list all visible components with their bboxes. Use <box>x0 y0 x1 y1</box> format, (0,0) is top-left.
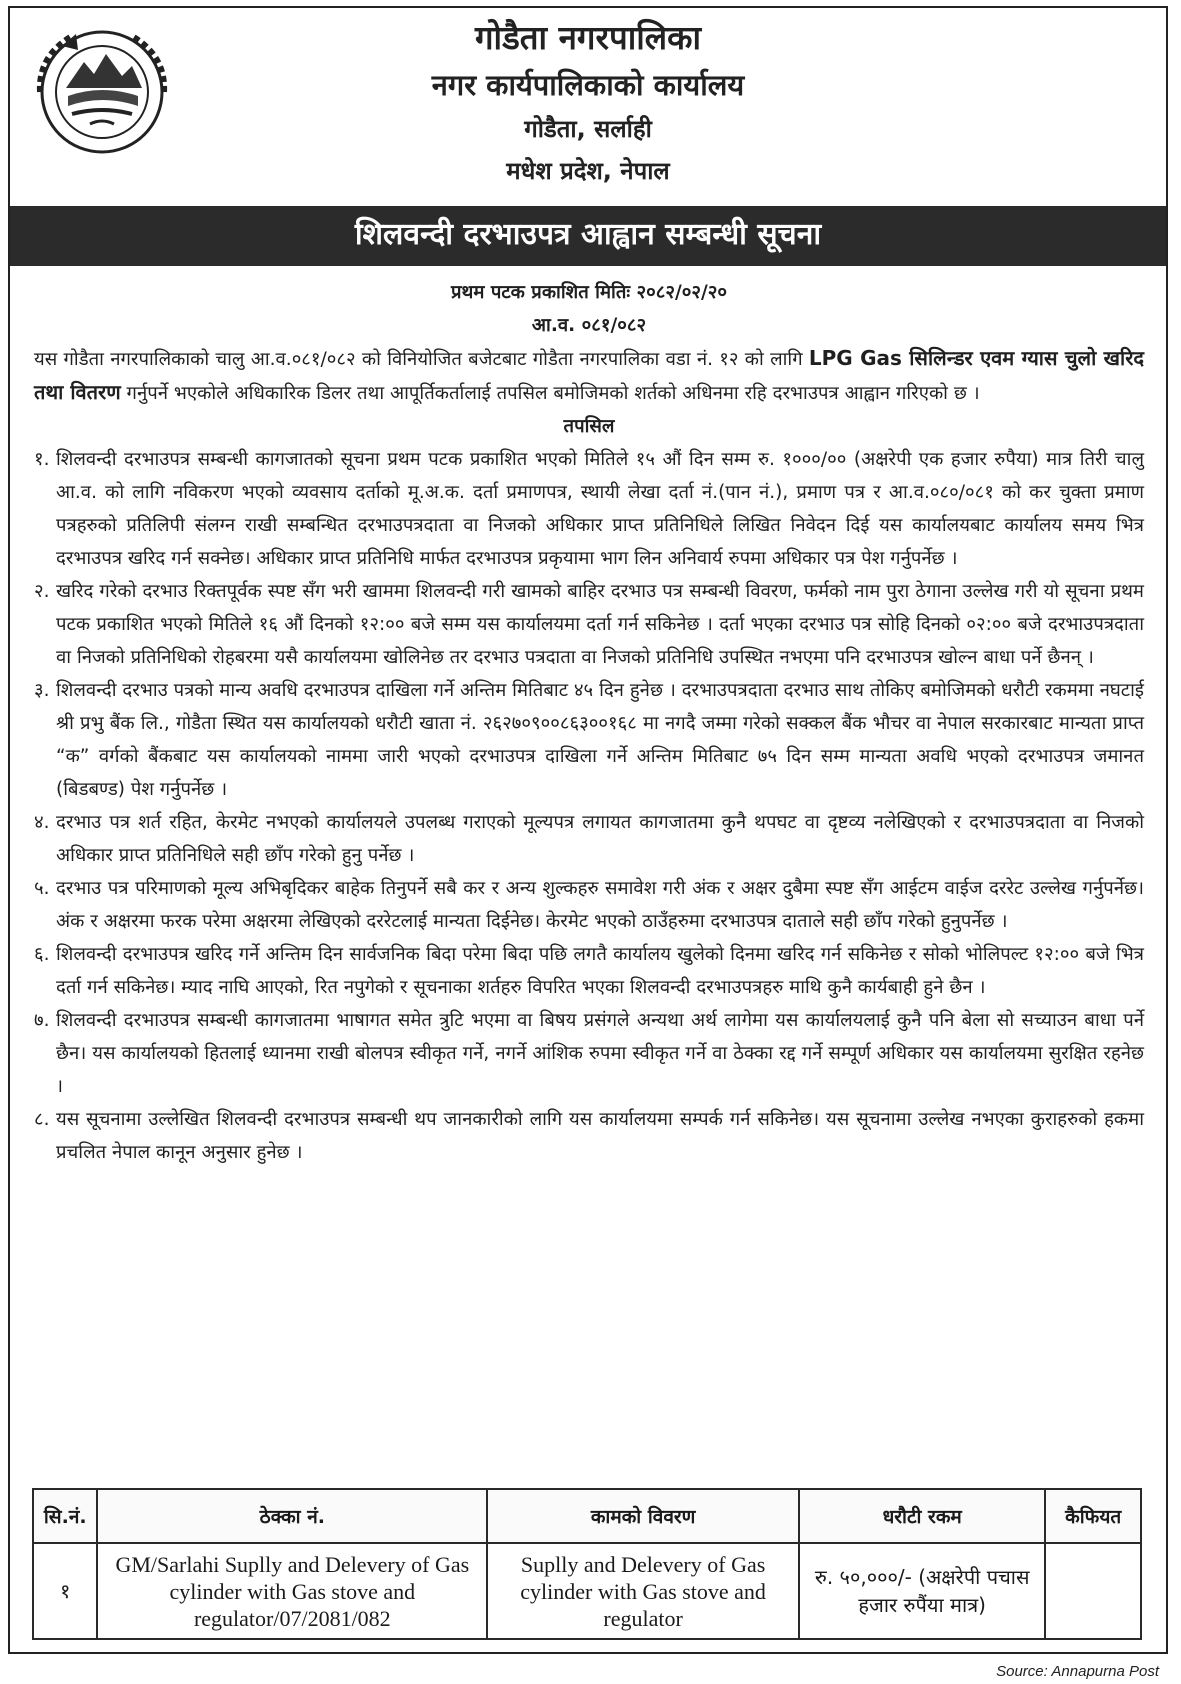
condition-number: ६. <box>34 944 50 965</box>
condition-item <box>34 1103 1144 1169</box>
condition-text: यस सूचनामा उल्लेखित शिलवन्दी दरभाउपत्र सम्बन्धी थप जानकारीको लागि यस कार्यालयमा सम्पर्क गर्न सकिनेछ। यस सूचनामा उल्लेख नभएका कुराहरुको हकमा प्रचलित नेपाल कानून अनुसार हुनेछ । <box>56 1109 1144 1163</box>
office-name: नगर कार्यपालिकाको कार्यालय <box>431 68 745 102</box>
condition-item <box>34 806 1144 872</box>
condition-text: शिलवन्दी दरभाउ पत्रको मान्य अवधि दरभाउपत्र दाखिला गर्ने अन्तिम मितिबाट ४५ दिन हुनेछ । दरभाउपत्रदाता दरभाउ साथ तोकिए बमोजिमको धरौटी रकममा नघटाई श्री प्रभु बैंक लि., गोडैता स्थित यस कार्यालयको धरौटी खाता नं. २६२७०९००८६३००१६८ मा नगदै जम्मा गरेको सक्कल बैंक भौचर वा नेपाल सरकारबाट मान्यता प्राप्त “क” वर्गको बैंकबाट यस कार्यालयको नाममा जारी भएको दरभाउपत्र दाखिला गर्ने अन्तिम मितिबाट ७५ दिन सम्म मान्यता अवधि भएको दरभाउपत्र जमानत (बिडबण्ड) पेश गर्नुपर्नेछ । <box>56 680 1144 800</box>
condition-number: ४. <box>34 812 50 833</box>
intro-paragraph <box>34 342 1144 410</box>
intro-bold-item: LPG Gas सिलिन्डर एवम ग्यास चुलो खरिद तथा वितरण <box>34 346 1144 404</box>
col-header-description: कामको विवरण <box>487 1489 799 1543</box>
cell-sn: १ <box>33 1543 97 1639</box>
tender-table <box>32 1488 1142 1640</box>
condition-text: दरभाउ पत्र परिमाणको मूल्य अभिबृदिकर बाहेक तिनुपर्ने सबै कर र अन्य शुल्कहरु समावेश गरी अंक र अक्षर दुबैमा स्पष्ट सँग आईटम वाईज दररेट उल्लेख गर्नुपर्नेछ। अंक र अक्षरमा फरक परेमा अक्षरमा लेखिएको दररेटलाई मान्यता दिईनेछ। केरमेट भएको ठाउँहरुमा दरभाउपत्र दाताले सही छाँप गरेको हुनुपर्नेछ । <box>56 878 1144 932</box>
condition-number: ७. <box>34 1010 50 1031</box>
province-country: मधेश प्रदेश, नेपाल <box>506 157 670 185</box>
condition-number: १. <box>34 449 50 470</box>
condition-number: ३. <box>34 680 50 701</box>
condition-item <box>34 575 1144 674</box>
condition-text: दरभाउ पत्र शर्त रहित, केरमेट नभएको कार्यालयले उपलब्ध गराएको मूल्यपत्र लगायत कागजातमा कुनै थपघट वा दृष्टव्य नलेखिएको र दरभाउपत्रदाता वा निजको अधिकार प्राप्त प्रतिनिधिले सही छाँप गरेको हुनु पर्नेछ । <box>56 812 1144 866</box>
condition-item <box>34 674 1144 806</box>
office-header <box>10 8 1166 206</box>
cell-description: Suplly and Delevery of Gas cylinder with Gas stove and regulator <box>487 1543 799 1639</box>
col-header-sn: सि.नं. <box>33 1489 97 1543</box>
condition-text: शिलवन्दी दरभाउपत्र सम्बन्धी कागजातमा भाषागत समेत त्रुटि भएमा वा बिषय प्रसंगले अन्यथा अर्थ लागेमा यस कार्यालयलाई कुनै पनि बेला सो सच्याउन बाधा पर्ने छैन। यस कार्यालयको हितलाई ध्यानमा राखी बोलपत्र स्वीकृत गर्ने, नगर्ने आंशिक रुपमा स्वीकृत गर्ने वा ठेक्का रद्द गर्ने सम्पूर्ण अधिकार यस कार्यालयमा सुरक्षित रहनेछ । <box>56 1010 1144 1097</box>
published-date: प्रथम पटक प्रकाशित मितिः २०८२/०२/२० <box>450 282 728 303</box>
source-credit: Source: Annapurna Post <box>996 1663 1159 1680</box>
condition-item <box>34 443 1144 575</box>
condition-text: खरिद गरेको दरभाउ रिक्तपूर्वक स्पष्ट सँग भरी खाममा शिलवन्दी गरी खामको बाहिर दरभाउ पत्र सम्बन्धी विवरण, फर्मको नाम पुरा ठेगाना उल्लेख गरी यो सूचना प्रथम पटक प्रकाशित भएको मितिले १६ औं दिनको १२:०० बजे सम्म यस कार्यालयमा दर्ता गर्न सकिनेछ । दर्ता भएका दरभाउ पत्र सोहि दिनको ०२:०० बजे दरभाउपत्रदाता वा निजको प्रतिनिधिको रोहबरमा यसै कार्यालयमा खोलिनेछ तर दरभाउ पत्रदाता वा निजको प्रतिनिधि उपस्थित नभएमा पनि दरभाउपत्र खोल्न बाधा पर्ने छैनन् । <box>56 581 1144 668</box>
condition-item <box>34 938 1144 1004</box>
cell-contract-no: GM/Sarlahi Suplly and Delevery of Gas cylinder with Gas stove and regulator/07/2081/082 <box>97 1543 487 1639</box>
fiscal-year: आ.व. ०८१/०८२ <box>531 315 647 336</box>
notice-title: शिलवन्दी दरभाउपत्र आह्वान सम्बन्धी सूचना <box>10 206 1166 266</box>
table-header-row <box>33 1489 1141 1543</box>
condition-number: ८. <box>34 1109 50 1130</box>
col-header-contract-no: ठेक्का नं. <box>97 1489 487 1543</box>
condition-text: शिलवन्दी दरभाउपत्र सम्बन्धी कागजातको सूचना प्रथम पटक प्रकाशित भएको मितिले १५ औं दिन सम्म रु. १०००/०० (अक्षरेपी एक हजार रुपैया) मात्र तिरी चालु आ.व. को लागि नविकरण भएको व्यवसाय दर्ताको मू.अ.क. दर्ता प्रमाणपत्र, स्थायी लेखा दर्ता नं.(पान नं.), प्रमाण पत्र र आ.व.०८०/०८१ को कर चुक्ता प्रमाण पत्रहरुको प्रतिलिपी संलग्न राखी सम्बन्धित दरभाउपत्रदाता वा निजको अधिकार प्राप्त प्रतिनिधिले लिखित निवेदन दिई यस कार्यालयबाट कार्यालय समय भित्र दरभाउपत्र खरिद गर्न सक्नेछ। अधिकार प्राप्त प्रतिनिधि मार्फत दरभाउपत्र प्रकृयामा भाग लिन अनिवार्य रुपमा अधिकार पत्र पेश गर्नुपर्नेछ । <box>56 449 1144 569</box>
col-header-deposit: धरौटी रकम <box>799 1489 1045 1543</box>
condition-item <box>34 1004 1144 1103</box>
cell-remarks <box>1045 1543 1141 1639</box>
condition-item <box>34 872 1144 938</box>
intro-text-2: गर्नुपर्ने भएकोले अधिकारिक डिलर तथा आपूर्तिकर्तालाई तपसिल बमोजिमको शर्तको अधिनमा रहि दरभाउपत्र आह्वान गरिएको छ । <box>120 383 980 404</box>
notice-sheet <box>8 6 1168 1654</box>
col-header-remarks: कैफियत <box>1045 1489 1141 1543</box>
intro-text-1: यस गोडैता नगरपालिकाको चालु आ.व.०८१/०८२ को विनियोजित बजेटबाट गोडैता नगरपालिका वडा नं. १२ को लागि <box>34 349 809 370</box>
notice-body <box>10 266 1166 1169</box>
condition-number: २. <box>34 581 50 602</box>
table-row <box>33 1543 1141 1639</box>
conditions-list <box>34 443 1144 1169</box>
condition-number: ५. <box>34 878 50 899</box>
office-location: गोडैता, सर्लाही <box>524 115 652 143</box>
cell-deposit: रु. ५०,०००/- (अक्षरेपी पचास हजार रुपैंया मात्र) <box>799 1543 1045 1639</box>
details-heading: तपसिल <box>563 416 615 437</box>
municipality-name: गोडैता नगरपालिका <box>474 18 702 57</box>
condition-text: शिलवन्दी दरभाउपत्र खरिद गर्ने अन्तिम दिन सार्वजनिक बिदा परेमा बिदा पछि लगतै कार्यालय खुलेको दिनमा खरिद गर्न सकिनेछ र सोको भोलिपल्ट १२:०० बजे भित्र दर्ता गर्न सकिनेछ। म्याद नाघि आएको, रित नपुगेको र सूचनाका शर्तहरु विपरित भएका शिलवन्दी दरभाउपत्रहरु माथि कुनै कार्यबाही हुने छैन । <box>56 944 1144 998</box>
